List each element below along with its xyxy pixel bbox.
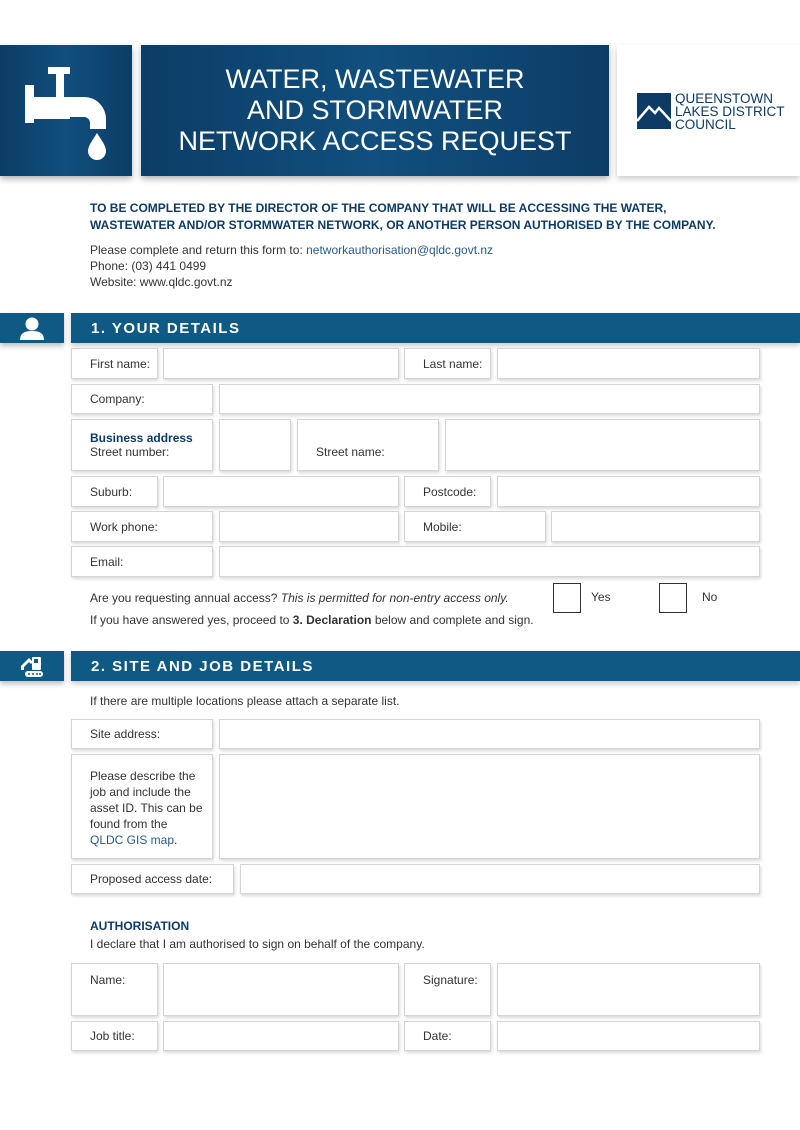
annual-note: This is permitted for non-entry access only.	[280, 591, 509, 605]
name-field[interactable]	[163, 963, 399, 1016]
person-icon-box	[0, 313, 64, 343]
logo-text: COUNCIL	[675, 117, 736, 132]
annual-question-text: Are you requesting annual access?	[90, 591, 281, 605]
street-name-label: Street name:	[297, 419, 439, 471]
street-number-field[interactable]	[219, 419, 291, 471]
suburb-field[interactable]	[163, 476, 399, 507]
postcode-label: Postcode:	[404, 476, 491, 507]
first-name-field[interactable]	[163, 348, 399, 379]
mountain-logo-icon	[637, 93, 671, 129]
job-description-field[interactable]	[219, 754, 760, 859]
business-address-heading: Business address	[90, 431, 193, 445]
section-site-job-header: 2. SITE AND JOB DETAILS	[71, 651, 800, 681]
work-phone-field[interactable]	[219, 511, 399, 542]
phone: Phone: (03) 441 0499	[90, 259, 207, 273]
suburb-label: Suburb:	[71, 476, 158, 507]
followup-text: If you have answered yes, proceed to	[90, 613, 293, 627]
excavator-icon-box	[0, 651, 64, 681]
work-phone-label: Work phone:	[71, 511, 213, 542]
no-label: No	[702, 590, 718, 604]
notice-line: WASTEWATER AND/OR STORMWATER NETWORK, OR ANOTHER PERSON AUTHORISED BY THE COMPANY.	[90, 218, 716, 232]
describe-end: .	[174, 833, 178, 847]
business-address-label	[71, 419, 213, 471]
name-label: Name:	[71, 963, 158, 1016]
site-address-label: Site address:	[71, 719, 213, 749]
job-title-field[interactable]	[163, 1021, 399, 1051]
no-checkbox[interactable]	[659, 583, 687, 613]
company-field[interactable]	[219, 384, 760, 414]
date-label: Date:	[404, 1021, 491, 1051]
title-line: WATER, WASTEWATER	[225, 64, 525, 94]
completion-notice	[90, 200, 770, 234]
street-name-field[interactable]	[445, 419, 760, 471]
website: Website: www.qldc.govt.nz	[90, 275, 233, 289]
notice-line: TO BE COMPLETED BY THE DIRECTOR OF THE COMPANY THAT WILL BE ACCESSING THE WATER,	[90, 201, 667, 215]
return-instructions	[90, 243, 493, 257]
first-name-label: First name:	[71, 348, 158, 379]
last-name-field[interactable]	[497, 348, 760, 379]
email-label: Email:	[71, 546, 213, 577]
annual-access-question	[90, 591, 509, 605]
signature-label: Signature:	[404, 963, 491, 1016]
gis-map-link[interactable]: QLDC GIS map	[90, 833, 175, 847]
authorisation-heading: AUTHORISATION	[90, 919, 190, 933]
email-field[interactable]	[219, 546, 760, 577]
annual-followup	[90, 613, 534, 627]
company-label: Company:	[71, 384, 213, 414]
multiple-locations-note: If there are multiple locations please attach a separate list.	[90, 694, 400, 708]
return-text: Please complete and return this form to:	[90, 243, 307, 257]
proposed-date-label: Proposed access date:	[71, 864, 234, 894]
title-line: NETWORK ACCESS REQUEST	[178, 126, 572, 156]
yes-label: Yes	[591, 590, 611, 604]
date-field[interactable]	[497, 1021, 760, 1051]
tap-icon-box	[0, 45, 132, 176]
job-title-label: Job title:	[71, 1021, 158, 1051]
authorisation-declaration: I declare that I am authorised to sign on behalf of the company.	[90, 937, 425, 951]
email-link[interactable]: networkauthorisation@qldc.govt.nz	[306, 243, 494, 257]
followup-text: below and complete and sign.	[371, 613, 534, 627]
job-description-label	[71, 754, 213, 859]
declaration-ref: 3. Declaration	[292, 613, 372, 627]
tap-icon	[0, 45, 132, 176]
yes-checkbox[interactable]	[553, 583, 581, 613]
section-your-details-header: 1. YOUR DETAILS	[71, 313, 800, 343]
site-address-field[interactable]	[219, 719, 760, 749]
form-title	[141, 45, 609, 176]
logo-text: LAKES DISTRICT	[675, 104, 785, 119]
postcode-field[interactable]	[497, 476, 760, 507]
last-name-label: Last name:	[404, 348, 491, 379]
logo-text: QUEENSTOWN	[675, 91, 774, 106]
street-number-label: Street number:	[90, 445, 170, 459]
person-icon	[19, 316, 45, 340]
proposed-date-field[interactable]	[240, 864, 760, 894]
mobile-field[interactable]	[551, 511, 760, 542]
excavator-icon	[19, 654, 45, 678]
mobile-label: Mobile:	[404, 511, 546, 542]
signature-field[interactable]	[497, 963, 760, 1016]
describe-text: Please describe the job and include the asset ID. This can be found from the	[90, 769, 203, 831]
qldc-logo	[617, 45, 800, 176]
title-line: AND STORMWATER	[247, 95, 503, 125]
